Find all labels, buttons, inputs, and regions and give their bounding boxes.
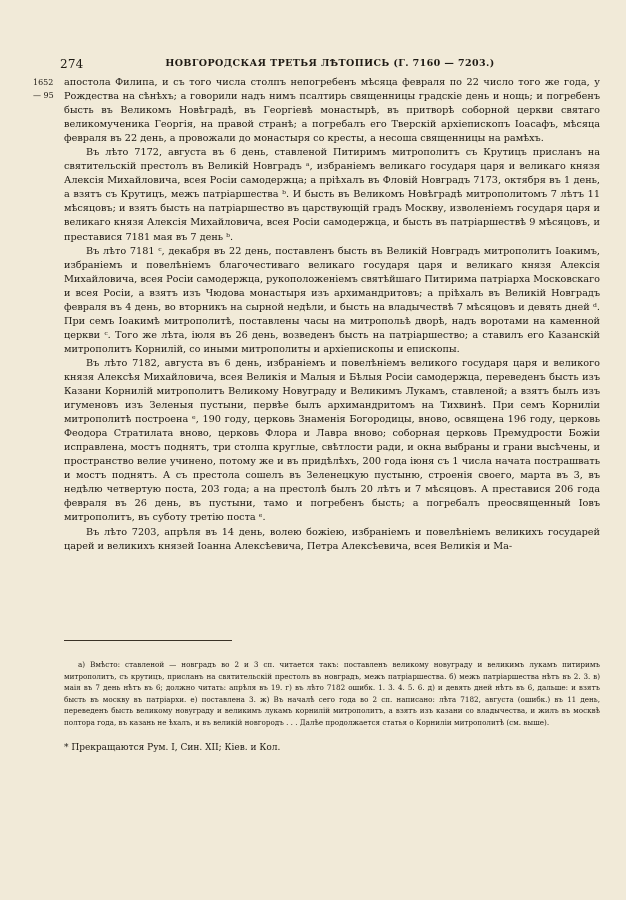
margin-year-end: — 95 <box>33 91 54 100</box>
footnote: а) Вмѣсто: ставленой — новградъ во 2 и 3 сп. читается такъ: поставленъ великому новуграду и великимъ лукамъ питиримъ митрополитъ, съ крутицъ, присланъ на святительскій престолъ въ новградъ, межъ патріаршества. б) межъ патріаршества нѣтъ въ 2. 3. в) маія въ 7 день нѣтъ въ 6; должно читать: апрѣля въ 19. г) въ лѣто 7182 ошибк. 1. 3. 4. 5. 6. д) и девять дней нѣтъ въ 6, дальше: и взятъ бысть въ москву въ патріархи. е) поставлена 3. ж) Въ началѣ сего года во 2 сп. написано: лѣта 7182, августа (ошибк.) въ 11 день, переведенъ бысть великому новуграду и великимъ лукамъ корнилій митрополитъ, а взятъ изъ казани со владычества, и жилъ въ москвѣ полтора года, въ казань не ѣхалъ, и въ великій новгородъ . . . Далѣе продолжается статья о Корниліи митрополитѣ (см. выше). <box>64 660 600 727</box>
margin-years <box>33 76 61 102</box>
chronicle-text <box>64 76 600 554</box>
paragraph: апостола Филипа, и съ того числа столпъ непогребенъ мѣсяца февраля по 22 число того же года, у Рождества на сѣнѣхъ; а говорили надъ нимъ псалтирь священницы градскіе день и нощь; и погребенъ бысть въ Великомъ Новѣградѣ, въ Георгіевѣ монастырѣ, въ притворѣ соборной церкви святаго великомученика Георгія, на правой странѣ; а погребалъ его Тверскій архіепископъ Іоасафъ, мѣсяца февраля въ 22 день, а провожали до монастыря со кресты, а несоша священницы на рамѣхъ. <box>64 77 600 145</box>
margin-year-start: 1652 <box>33 78 54 87</box>
footnotes <box>64 659 600 729</box>
paragraph: Въ лѣто 7182, августа въ 6 день, избраніемъ и повелѣніемъ великого государя царя и великого князя Алексѣя Михайловича, всея Великія и Малыя и Бѣлыя Росіи самодержца, переведенъ бысть изъ Казани Корнилій митрополитъ Великому Новуграду и Великимъ Лукамъ, ставленой; а взятъ былъ изъ игуменовъ изъ Зеленыя пустыни, первѣе былъ архимандритомъ на Тихвинѣ. При семъ Корниліи митрополитѣ построена ᵉ, 190 году, церковь Знаменія Богородицы, вново, освящена 196 году, церковь Феодора Стратилата вново, церковь Флора и Лавра вново; соборная церковь Премудрости Божіи исправлена, мостъ поднятъ, три столпа круглые, свѣтлости ради, и окна выбраны и грани высѣчены, и пространство велие учинено, потому же и въ придѣлѣхъ, 200 года іюня съ 1 числа начата пострашвать и мостъ поднятъ. А съ престола сошелъ въ Зеленецкую пустыню, строенія своего, марта въ 3, въ недѣлю четвертую поста, 203 года; а на престолѣ былъ 20 лѣтъ и 7 мѣсяцовъ. А преставися 206 года февраля въ 26 день, въ пустыни, тамо и погребенъ бысть; а погребалъ преосвященный Іовъ митрополитъ, въ суботу третію поста ᵉ. <box>64 357 600 524</box>
paragraph: Въ лѣто 7181 ᶜ, декабря въ 22 день, поставленъ бысть въ Великій Новградъ митрополитъ Іоакимъ, избраніемъ и повелѣніемъ благочестиваго великаго государя царя и великаго князя Алексія Михайловича, всея Росіи самодержца, рукоположеніемъ святѣйшаго Питирима патріарха Московскаго и всея Росіи, а взятъ изъ Чюдова монастыря изъ архимандритовъ; а пріѣхалъ въ Великій Новградъ февраля въ 4 день, во вторникъ на сырной недѣли, и бысть на владычествѣ 7 мѣсяцовъ и девять дней ᵈ. При семъ Іоакимѣ митрополитѣ, поставлены часы на митропольѣ дворѣ, надъ воротами на каменной церкви ᶜ. Того же лѣта, іюля въ 26 день, возведенъ бысть на патріаршество; а ставилъ его Казанскій митрополитъ Корнилій, со иными митрополиты и архіепископы и епископы. <box>64 245 600 355</box>
end-note: * Прекращаются Рум. I, Син. XII; Кіев. и Кол. <box>64 743 281 753</box>
paragraph: Въ лѣто 7203, апрѣля въ 14 день, волею божіею, избраніемъ и повелѣніемъ великихъ государей царей и великихъ князей Іоанна Алексѣевича, Петра Алексѣевича, всея Великія и Ма- <box>64 526 600 552</box>
page-header <box>60 57 600 73</box>
running-title: НОВГОРОДСКАЯ ТРЕТЬЯ ЛѢТОПИСЬ (Г. 7160 — 7203.) <box>165 58 495 69</box>
footnote-divider <box>64 640 232 641</box>
page-number: 274 <box>60 57 84 71</box>
paragraph: Въ лѣто 7172, августа въ 6 день, ставленой Питиримъ митрополитъ съ Крутицъ присланъ на святительскій престолъ въ Великій Новградъ ᵃ, избраніемъ великаго государя царя и великаго князя Алексія Михайловича, всея Росіи самодержца; а пріѣхалъ въ Фловій Новградъ 7173, октября въ 1 день, а взятъ съ Крутицъ, межъ патріаршества ᵇ. И бысть въ Великомъ Новѣградѣ митрополитомъ 7 лѣтъ 11 мѣсяцовъ; и взятъ бысть на патріаршество въ царствующій градъ Москву, изволеніемъ государя царя и великаго князя Алексія Михайловича, всея Росіи самодержца, и бысть въ патріаршествѣ 9 мѣсяцовъ, и преставися 7181 мая въ 7 день ᵇ. <box>64 147 600 243</box>
